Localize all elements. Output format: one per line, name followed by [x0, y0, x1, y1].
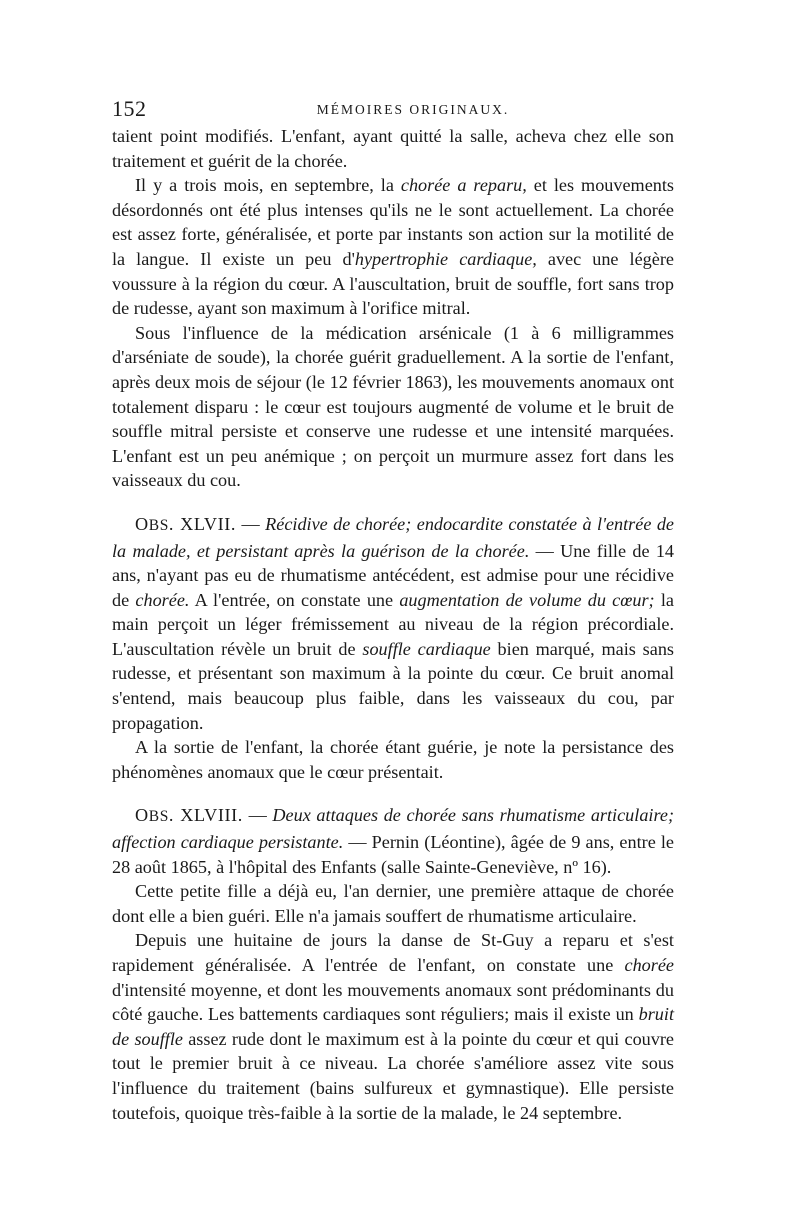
paragraph-3: Sous l'influence de la médication arsénicale (1 à 6 milligrammes d'arséniate de soude), la chorée guérit graduellement. A la sortie de l'enfant, après deux mois de séjour (le 12 février 1863), les mouvements anomaux ont totalement disparu : le cœur est toujours augmenté de volume et le bruit de souffle mitral persiste et conserve une rudesse et une intensité marquées. L'enfant est un peu anémique ; on perçoit un murmure assez fort dans les vaisseaux du cou. [112, 322, 674, 491]
italic-run: chorée [624, 955, 674, 975]
text-run: d'intensité moyenne, et dont les mouvements anomaux sont prédominants du côté gauche. Les battements cardiaques sont réguliers; mais il existe un [112, 979, 674, 1025]
italic-run: bruit de souffle [112, 1004, 674, 1049]
text-run: assez rude dont le maximum est à la pointe du cœur et qui couvre tout le premier bruit à ce niveau. La chorée s'améliore assez vite sous l'influence du traitement (bains sulfureux et gymnastique). Elle persiste toutefois, quoique très-faible à la sortie de la malade, le 24 septembre. [112, 1028, 674, 1123]
label-initial: O [135, 805, 149, 826]
observation-title: Récidive de chorée; endocardite constatée à l'entrée de la malade, et persistant après la guérison de la chorée. [112, 513, 675, 561]
label-number: . XLVIII. [168, 805, 243, 826]
observation-48 [112, 803, 674, 879]
text-run: — Une fille de 14 ans, n'ayant pas eu de rhumatisme antécédent, est admise pour une récidive de [112, 540, 675, 610]
paragraph-7: Cette petite fille a déjà eu, l'an dernier, une première attaque de chorée dont elle a bien guéri. Elle n'a jamais souffert de rhumatisme articulaire. [112, 881, 674, 926]
observation-47 [112, 512, 674, 735]
label-smallcaps: BS [148, 808, 169, 826]
paragraph-8 [112, 928, 674, 1125]
text-run: — Pernin (Léontine), âgée de 9 ans, entre le 28 août 1865, à l'hôpital des Enfants (salle Sainte-Geneviève, nº 16). [112, 832, 674, 877]
paragraph-2 [112, 173, 674, 321]
observation-label [135, 514, 236, 534]
text-run: la main perçoit un léger frémissement au niveau de la région précordiale. L'auscultation révèle un bruit de [112, 589, 674, 659]
italic-run: hypertrophie cardiaque, [354, 248, 537, 269]
text-run: avec une légère voussure à la région du cœur. A l'auscultation, bruit de souffle, fort sans trop de rudesse, ayant son maximum à l'orifice mitral. [112, 248, 674, 319]
dash: — [242, 805, 273, 826]
text-run: Il y a trois mois, en septembre, la [135, 175, 401, 196]
dash: — [236, 513, 266, 534]
italic-run: souffle cardiaque [362, 638, 491, 659]
text-run: A l'entrée, on constate une [189, 589, 400, 610]
label-number: . XLVII. [168, 513, 237, 534]
text-run: Depuis une huitaine de jours la danse de St-Guy a reparu et s'est rapidement généralisée. A l'entrée de l'enfant, on constate une [112, 930, 674, 975]
observation-title: Deux attaques de chorée sans rhumatisme articulaire; affection cardiaque persistante. [112, 805, 675, 853]
observation-label [135, 805, 243, 825]
page [112, 96, 674, 1125]
page-number: 152 [112, 96, 147, 121]
label-initial: O [135, 513, 149, 534]
italic-run: augmentation de volume du cœur; [399, 589, 655, 610]
page-header [112, 96, 674, 122]
text-run: bien marqué, mais sans rudesse, et présentant son maximum à la pointe du cœur. Ce bruit anomal s'entend, mais beaucoup plus faible, dans les vaisseaux du cou, par propagation. [112, 638, 674, 733]
label-smallcaps: BS [148, 516, 169, 534]
paragraph-1: taient point modifiés. L'enfant, ayant quitté la salle, acheva chez elle son traitement et guérit de la chorée. [112, 126, 674, 171]
italic-run: chorée a reparu, [400, 175, 527, 196]
body-text [112, 124, 674, 1125]
italic-run: chorée. [135, 589, 190, 610]
text-run: et les mouvements désordonnés ont été plus intenses qu'ils ne le sont actuellement. La chorée est assez forte, généralisée, et porte par instants son action sur la motilité de la langue. Il existe un peu d' [112, 175, 674, 269]
running-head: MÉMOIRES ORIGINAUX. [316, 102, 510, 117]
paragraph-5: A la sortie de l'enfant, la chorée étant guérie, je note la persistance des phénomènes anomaux que le cœur présentait. [112, 737, 674, 782]
